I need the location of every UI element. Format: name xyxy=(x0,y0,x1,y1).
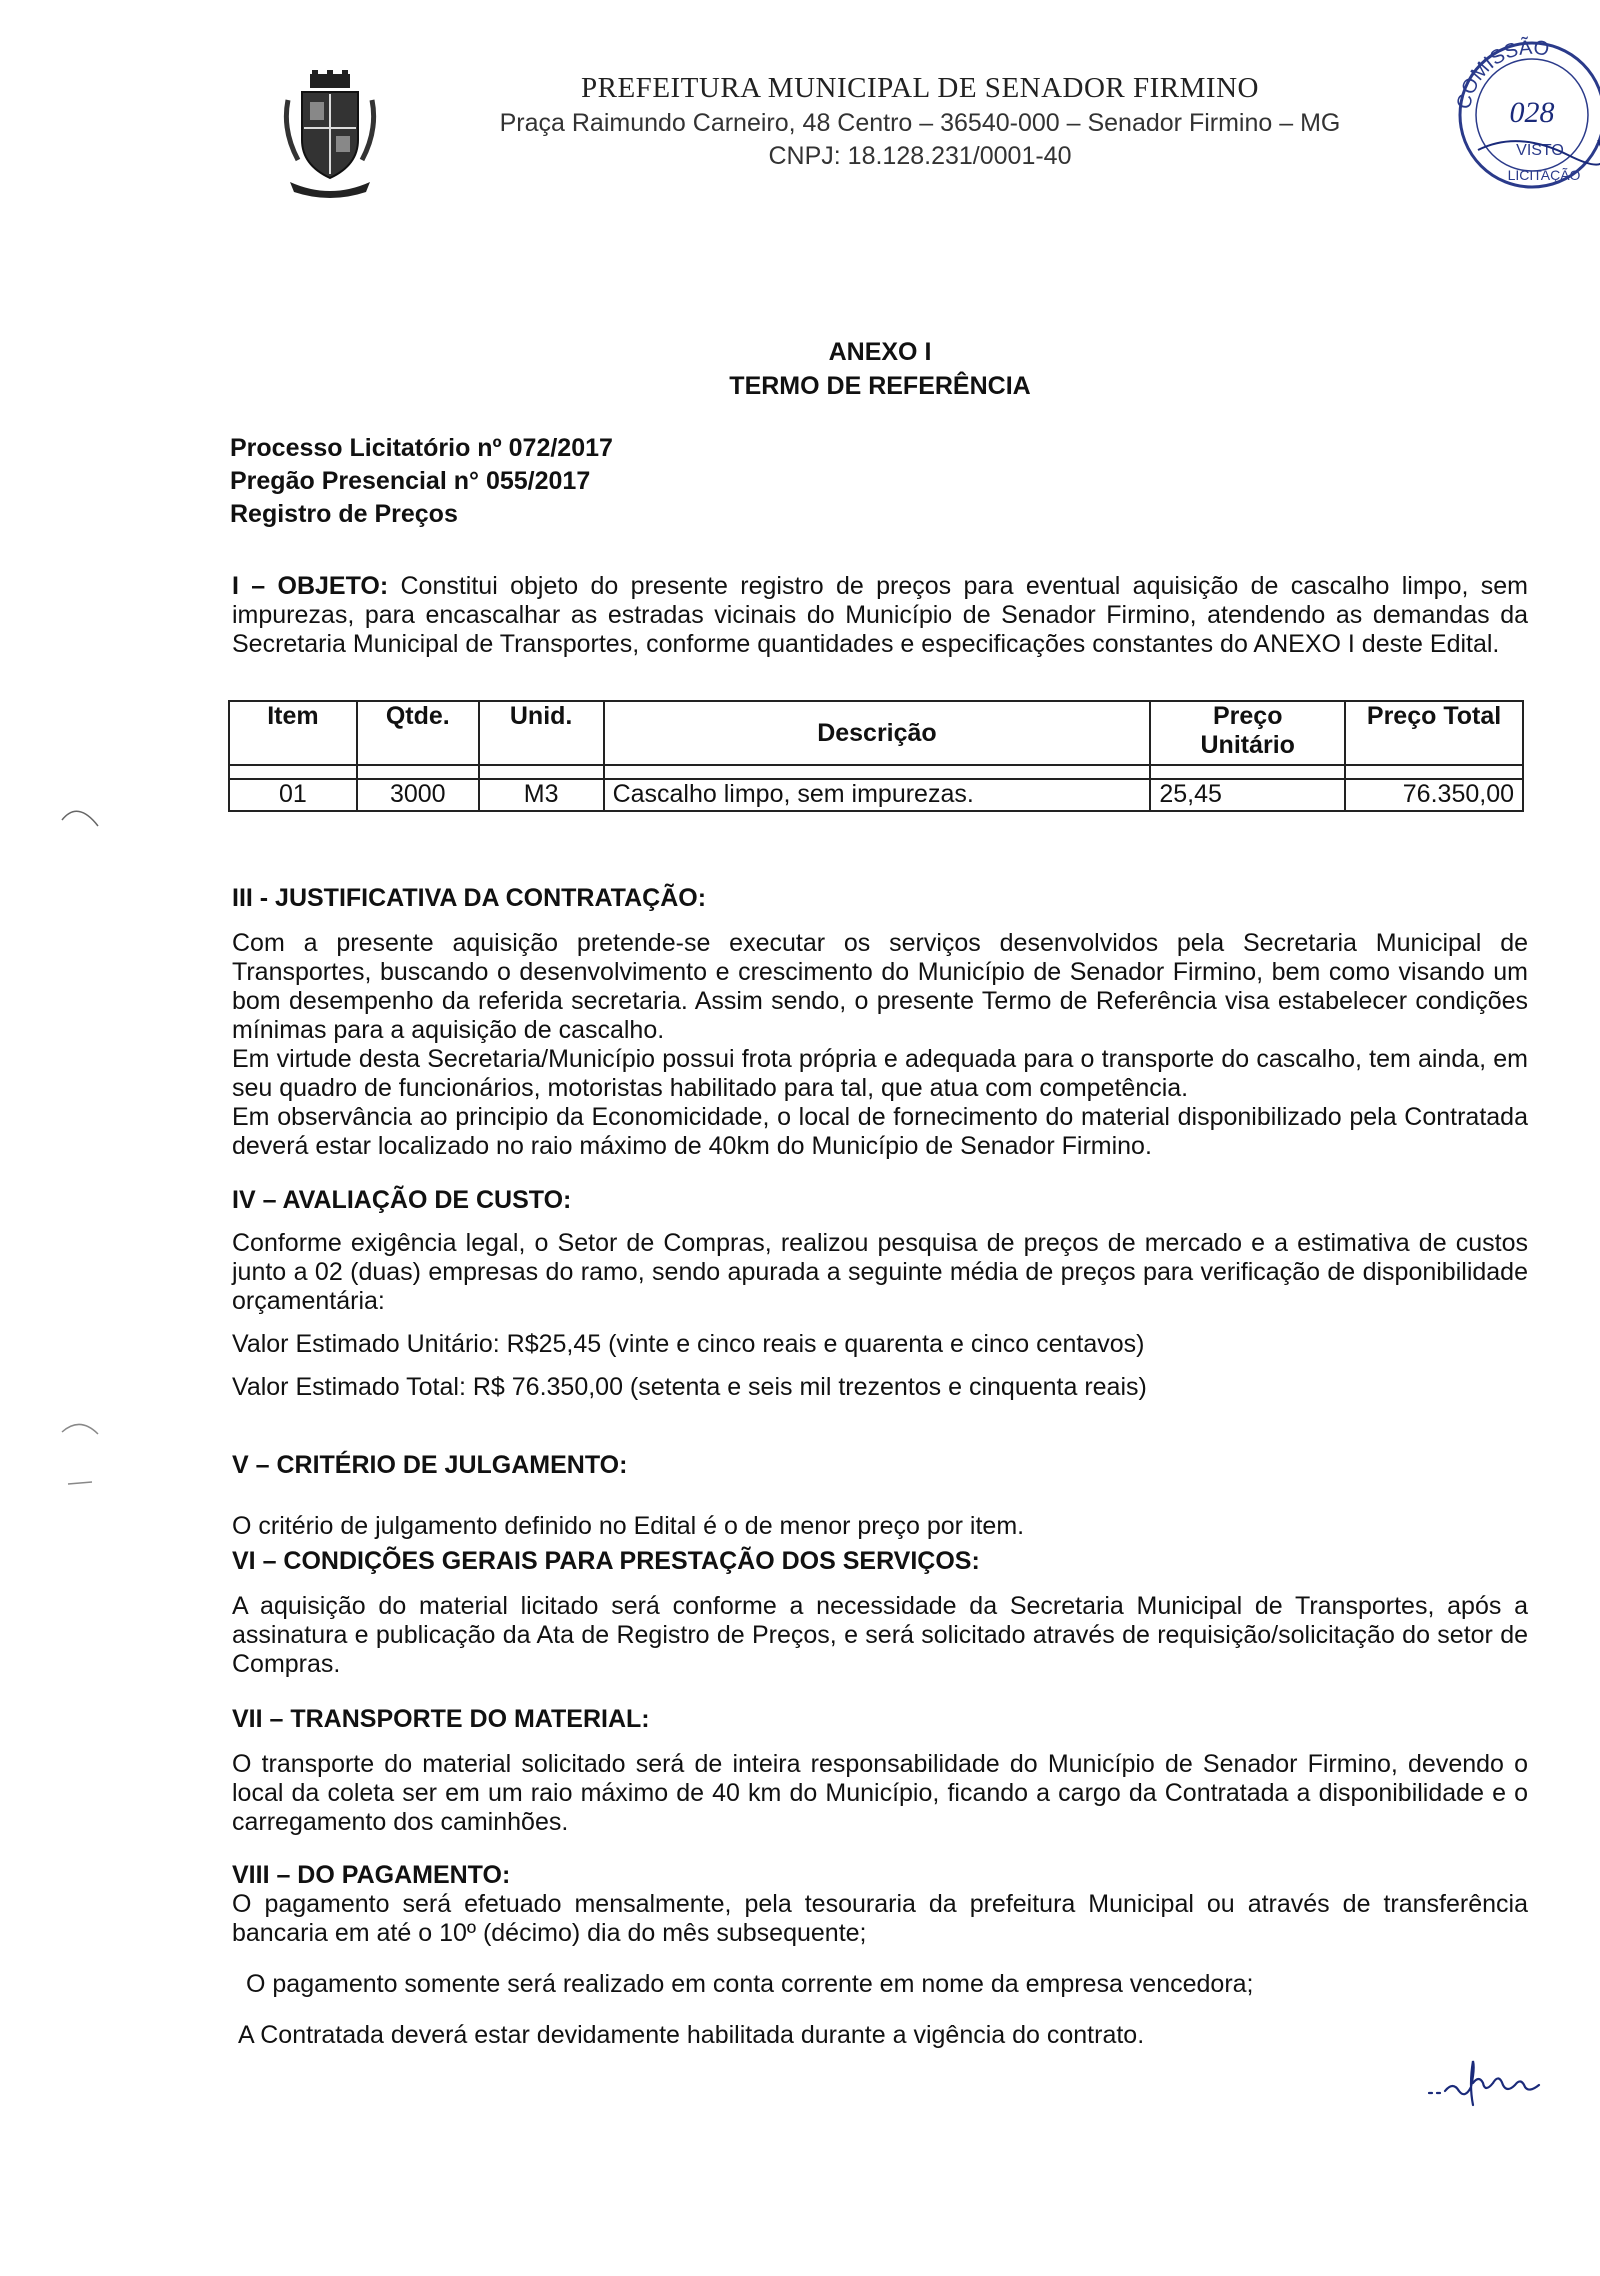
col-header-qtde: Qtde. xyxy=(357,701,479,765)
section-transporte xyxy=(232,1705,1528,1837)
avaliacao-heading: IV – AVALIAÇÃO DE CUSTO: xyxy=(232,1186,572,1214)
process-info xyxy=(230,432,613,531)
cell-preco-unitario: 25,45 xyxy=(1150,779,1345,811)
avaliacao-p1: Conforme exigência legal, o Setor de Compras, realizou pesquisa de preços de mercado e a estimativa de custos junto a 02 (duas) empresas do ramo, sendo apurada a seguinte média de preços para verificação de disponibilidade orçamentária: xyxy=(232,1229,1528,1315)
justificativa-heading: III - JUSTIFICATIVA DA CONTRATAÇÃO: xyxy=(232,884,707,912)
condicoes-p1: A aquisição do material licitado será conforme a necessidade da Secretaria Municipal de Transportes, após a assinatura e publicação da Ata de Registro de Preços, e será solicitado através de requisição/solicitação do setor de Compras. xyxy=(232,1592,1528,1678)
justificativa-p1: Com a presente aquisição pretende-se executar os serviços desenvolvidos pela Secretaria Municipal de Transportes, buscando o desenvolvimento e crescimento do Município de Senador Firmino, bem como visando um bom desempenho da referida secretaria. Assim sendo, o presente Termo de Referência visa estabelecer condições mínimas para a aquisição de cascalho. xyxy=(232,929,1528,1044)
criterio-p1: O critério de julgamento definido no Edital é o de menor preço por item. xyxy=(232,1512,1025,1540)
org-cnpj: CNPJ: 18.128.231/0001-40 xyxy=(768,142,1072,170)
objeto-text: Constitui objeto do presente registro de preços para eventual aquisição de cascalho limpo, sem impurezas, para encascalhar as estradas vicinais do Município de Senador Firmino, atendendo as demandas da Secretaria Municipal de Transportes, conforme quantidades e especificações constantes do ANEXO I deste Edital. xyxy=(232,572,1528,658)
scan-mark-icon xyxy=(58,1420,102,1490)
condicoes-heading: VI – CONDIÇÕES GERAIS PARA PRESTAÇÃO DOS SERVIÇOS: xyxy=(232,1547,980,1575)
table-header-row xyxy=(229,701,1523,765)
pregao-number: Pregão Presencial n° 055/2017 xyxy=(230,467,591,495)
scan-mark-icon xyxy=(58,800,102,830)
col-header-preco-unitario xyxy=(1150,701,1345,765)
valor-total: Valor Estimado Total: R$ 76.350,00 (setenta e seis mil trezentos e cinquenta reais) xyxy=(232,1373,1147,1401)
pagamento-p1: O pagamento será efetuado mensalmente, pela tesouraria da prefeitura Municipal ou através de transferência bancaria em até o 10º (décimo) dia do mês subsequente; xyxy=(232,1890,1528,1947)
stamp-top-text: COMISSÃO xyxy=(1452,36,1551,112)
objeto-heading: I – OBJETO: xyxy=(232,572,389,600)
registro-precos: Registro de Preços xyxy=(230,500,458,528)
justificativa-p2: Em virtude desta Secretaria/Município possui frota própria e adequada para o transporte do cascalho, tem ainda, em seu quadro de funcionários, motoristas habilitado para tal, que atua com competência. xyxy=(232,1045,1528,1102)
stamp-number: 028 xyxy=(1509,96,1555,129)
document-title xyxy=(600,335,1160,403)
letterhead xyxy=(400,72,1440,171)
section-justificativa xyxy=(232,884,1528,1161)
col-header-unid: Unid. xyxy=(479,701,604,765)
pagamento-p2: O pagamento somente será realizado em conta corrente em nome da empresa vencedora; xyxy=(246,1970,1254,1998)
price-table xyxy=(228,700,1524,812)
section-criterio xyxy=(232,1451,1528,1541)
cell-item: 01 xyxy=(229,779,357,811)
valor-unitario: Valor Estimado Unitário: R$25,45 (vinte e cinco reais e quarenta e cinco centavos) xyxy=(232,1330,1145,1358)
cell-qtde: 3000 xyxy=(357,779,479,811)
col-header-item: Item xyxy=(229,701,357,765)
pagamento-p3: A Contratada deverá estar devidamente habilitada durante a vigência do contrato. xyxy=(238,2021,1145,2049)
section-objeto xyxy=(232,572,1528,659)
cell-descricao: Cascalho limpo, sem impurezas. xyxy=(604,779,1151,811)
criterio-heading: V – CRITÉRIO DE JULGAMENTO: xyxy=(232,1451,628,1479)
commission-stamp-icon xyxy=(1448,20,1600,190)
section-avaliacao xyxy=(232,1186,1528,1402)
col-header-preco-total: Preço Total xyxy=(1345,701,1523,765)
table-spacer-row xyxy=(229,765,1523,779)
process-number: Processo Licitatório nº 072/2017 xyxy=(230,434,613,462)
cell-unid: M3 xyxy=(479,779,604,811)
justificativa-p3: Em observância ao principio da Economicidade, o local de fornecimento do material disponibilizado pela Contratada deverá estar localizado no raio máximo de 40km do Município de Senador Firmino. xyxy=(232,1103,1528,1160)
cell-preco-total: 76.350,00 xyxy=(1345,779,1523,811)
transporte-p1: O transporte do material solicitado será de inteira responsabilidade do Município de Senador Firmino, devendo o local da coleta ser em um raio máximo de 40 km do Município, ficando a cargo da Contratada a disponibilidade e o carregamento dos caminhões. xyxy=(232,1750,1528,1836)
stamp-visto: VISTO xyxy=(1516,142,1564,159)
signature-initials-icon xyxy=(1425,2055,1565,2115)
unitario-label: Unitário xyxy=(1200,731,1295,759)
preco-label: Preço xyxy=(1212,702,1283,730)
section-pagamento xyxy=(232,1861,1528,2050)
stamp-bottom-text: LICITAÇÃO xyxy=(1507,167,1581,183)
col-header-descricao: Descrição xyxy=(604,701,1151,765)
annex-subtitle: TERMO DE REFERÊNCIA xyxy=(729,372,1031,400)
org-address: Praça Raimundo Carneiro, 48 Centro – 36540-000 – Senador Firmino – MG xyxy=(499,109,1341,137)
annex-label: ANEXO I xyxy=(828,338,932,366)
pagamento-heading: VIII – DO PAGAMENTO: xyxy=(232,1861,511,1889)
table-row xyxy=(229,779,1523,811)
transporte-heading: VII – TRANSPORTE DO MATERIAL: xyxy=(232,1705,650,1733)
section-condicoes xyxy=(232,1547,1528,1679)
org-name: PREFEITURA MUNICIPAL DE SENADOR FIRMINO xyxy=(581,72,1259,104)
municipal-crest-icon xyxy=(280,70,380,200)
